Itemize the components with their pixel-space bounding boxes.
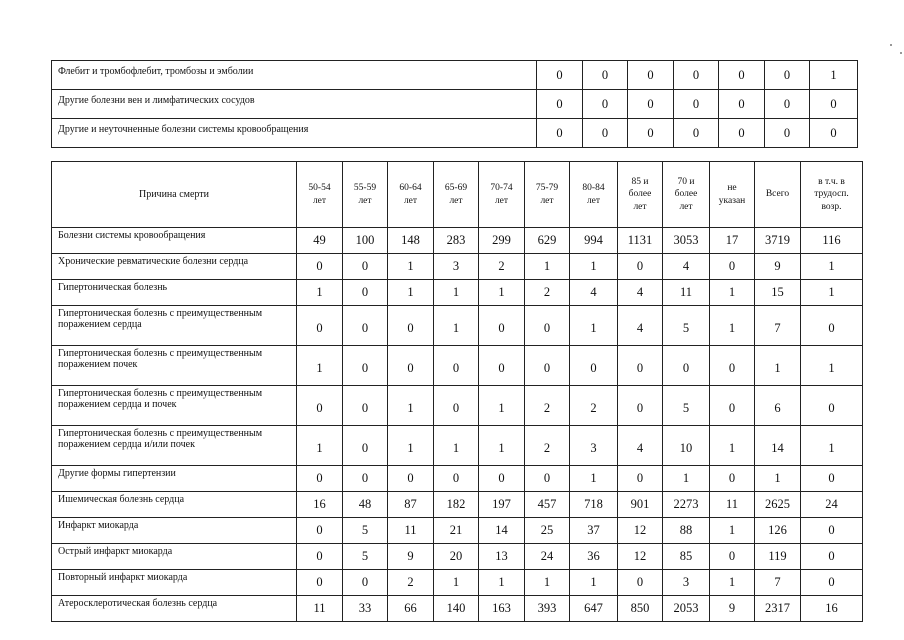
row-label: Другие формы гипертензии	[52, 466, 297, 492]
value-cell: 0	[628, 119, 674, 148]
column-header	[479, 162, 525, 228]
value-cell: 11	[710, 492, 755, 518]
value-cell: 457	[525, 492, 570, 518]
value-cell: 0	[434, 466, 479, 492]
value-cell: 1	[479, 570, 525, 596]
value-cell: 119	[755, 544, 801, 570]
value-cell: 0	[297, 386, 343, 426]
value-cell: 1	[479, 426, 525, 466]
column-header-line: 75-79	[535, 183, 559, 193]
table-row	[52, 570, 863, 596]
column-header	[525, 162, 570, 228]
value-cell: 0	[297, 518, 343, 544]
value-cell: 3	[663, 570, 710, 596]
value-cell: 14	[479, 518, 525, 544]
value-cell: 1	[479, 386, 525, 426]
value-cell: 1	[434, 280, 479, 306]
value-cell: 5	[663, 306, 710, 346]
value-cell: 66	[388, 596, 434, 622]
value-cell: 0	[618, 570, 663, 596]
value-cell: 5	[663, 386, 710, 426]
value-cell: 0	[674, 90, 719, 119]
value-cell: 1	[710, 518, 755, 544]
value-cell: 148	[388, 228, 434, 254]
table-row	[52, 306, 863, 346]
column-header-line: более	[628, 189, 652, 200]
value-cell: 0	[343, 280, 388, 306]
value-cell: 0	[810, 90, 858, 119]
value-cell: 5	[343, 544, 388, 570]
mortality-table	[51, 161, 863, 622]
row-label: Острый инфаркт миокарда	[52, 544, 297, 570]
value-cell: 11	[663, 280, 710, 306]
value-cell: 1	[663, 466, 710, 492]
value-cell: 901	[618, 492, 663, 518]
value-cell: 0	[710, 346, 755, 386]
value-cell: 0	[343, 346, 388, 386]
value-cell: 2	[479, 254, 525, 280]
value-cell: 1	[570, 466, 618, 492]
value-cell: 20	[434, 544, 479, 570]
table-row	[52, 518, 863, 544]
table-row	[52, 466, 863, 492]
table-row	[52, 90, 858, 119]
value-cell: 16	[297, 492, 343, 518]
value-cell: 140	[434, 596, 479, 622]
column-header-line: 80-84	[582, 183, 605, 193]
value-cell: 0	[583, 90, 628, 119]
value-cell: 4	[618, 306, 663, 346]
value-cell: 48	[343, 492, 388, 518]
value-cell: 1	[710, 570, 755, 596]
value-cell: 0	[628, 61, 674, 90]
value-cell: 33	[343, 596, 388, 622]
value-cell: 0	[663, 346, 710, 386]
value-cell: 12	[618, 544, 663, 570]
value-cell: 12	[618, 518, 663, 544]
value-cell: 299	[479, 228, 525, 254]
value-cell: 5	[343, 518, 388, 544]
row-label: Гипертоническая болезнь с преимущественным поражением сердца и почек	[52, 386, 297, 426]
column-header-line: 65-69	[444, 183, 468, 193]
row-label: Повторный инфаркт миокарда	[52, 570, 297, 596]
value-cell: 1	[434, 306, 479, 346]
column-header	[434, 162, 479, 228]
value-cell: 0	[810, 119, 858, 148]
column-header-line: 50-54	[308, 183, 331, 193]
value-cell: 2	[570, 386, 618, 426]
value-cell: 0	[618, 346, 663, 386]
value-cell: 0	[674, 61, 719, 90]
table-row	[52, 228, 863, 254]
value-cell: 994	[570, 228, 618, 254]
column-header-line: возр.	[821, 201, 842, 212]
value-cell: 88	[663, 518, 710, 544]
value-cell: 1	[434, 570, 479, 596]
value-cell: 283	[434, 228, 479, 254]
value-cell: 1	[710, 306, 755, 346]
value-cell: 49	[297, 228, 343, 254]
value-cell: 0	[765, 90, 810, 119]
table-row	[52, 119, 858, 148]
value-cell: 9	[710, 596, 755, 622]
value-cell: 2	[388, 570, 434, 596]
value-cell: 0	[297, 466, 343, 492]
column-header-line: Всего	[765, 189, 790, 200]
value-cell: 0	[479, 306, 525, 346]
value-cell: 2	[525, 280, 570, 306]
value-cell: 1	[710, 426, 755, 466]
column-header-line: лет	[403, 195, 418, 206]
value-cell: 182	[434, 492, 479, 518]
value-cell: 0	[801, 570, 863, 596]
column-header-line: 60-64	[399, 183, 422, 193]
column-header-line: лет	[679, 201, 693, 212]
value-cell: 1	[755, 466, 801, 492]
value-cell: 4	[570, 280, 618, 306]
value-cell: 629	[525, 228, 570, 254]
value-cell: 0	[525, 466, 570, 492]
value-cell: 0	[618, 386, 663, 426]
value-cell: 7	[755, 570, 801, 596]
value-cell: 4	[618, 426, 663, 466]
column-header-line: в т.ч. в	[818, 176, 845, 187]
column-header	[755, 162, 801, 228]
column-header-line: 85 и	[631, 176, 649, 187]
row-label: Инфаркт миокарда	[52, 518, 297, 544]
value-cell: 1	[479, 280, 525, 306]
value-cell: 0	[618, 466, 663, 492]
value-cell: 1	[388, 386, 434, 426]
column-header	[710, 162, 755, 228]
row-label: Другие и неуточненные болезни системы кровообращения	[52, 119, 537, 148]
value-cell: 0	[343, 466, 388, 492]
value-cell: 0	[628, 90, 674, 119]
value-cell: 2625	[755, 492, 801, 518]
value-cell: 0	[765, 61, 810, 90]
column-header-line: лет	[633, 201, 647, 212]
value-cell: 24	[525, 544, 570, 570]
row-label: Флебит и тромбофлебит, тромбозы и эмболии	[52, 61, 537, 90]
value-cell: 0	[710, 254, 755, 280]
value-cell: 2053	[663, 596, 710, 622]
value-cell: 0	[297, 544, 343, 570]
value-cell: 0	[719, 119, 765, 148]
value-cell: 393	[525, 596, 570, 622]
value-cell: 3053	[663, 228, 710, 254]
value-cell: 1	[570, 570, 618, 596]
value-cell: 126	[755, 518, 801, 544]
value-cell: 14	[755, 426, 801, 466]
value-cell: 0	[583, 119, 628, 148]
value-cell: 13	[479, 544, 525, 570]
value-cell: 85	[663, 544, 710, 570]
table-row	[52, 426, 863, 466]
column-header-line: лет	[540, 195, 554, 206]
column-header	[618, 162, 663, 228]
table-row	[52, 61, 858, 90]
value-cell: 3	[570, 426, 618, 466]
header-cause: Причина смерти	[52, 162, 297, 228]
value-cell: 0	[801, 386, 863, 426]
value-cell: 4	[663, 254, 710, 280]
value-cell: 0	[710, 386, 755, 426]
value-cell: 1	[297, 426, 343, 466]
value-cell: 100	[343, 228, 388, 254]
value-cell: 1	[570, 254, 618, 280]
value-cell: 197	[479, 492, 525, 518]
value-cell: 16	[801, 596, 863, 622]
value-cell: 0	[537, 119, 583, 148]
value-cell: 0	[801, 306, 863, 346]
value-cell: 0	[297, 306, 343, 346]
scan-speck	[900, 52, 902, 54]
value-cell: 0	[710, 544, 755, 570]
value-cell: 10	[663, 426, 710, 466]
value-cell: 163	[479, 596, 525, 622]
value-cell: 647	[570, 596, 618, 622]
value-cell: 1	[525, 570, 570, 596]
column-header	[570, 162, 618, 228]
column-header-line: лет	[358, 195, 372, 206]
value-cell: 0	[297, 254, 343, 280]
value-cell: 1	[810, 61, 858, 90]
value-cell: 37	[570, 518, 618, 544]
value-cell: 0	[525, 306, 570, 346]
table-row	[52, 386, 863, 426]
value-cell: 0	[765, 119, 810, 148]
value-cell: 11	[388, 518, 434, 544]
column-header-line: лет	[494, 195, 509, 206]
table-row	[52, 544, 863, 570]
value-cell: 116	[801, 228, 863, 254]
table-row	[52, 492, 863, 518]
value-cell: 0	[525, 346, 570, 386]
continuation-table	[51, 60, 858, 148]
column-header-line: 55-59	[353, 183, 377, 193]
value-cell: 0	[388, 306, 434, 346]
value-cell: 1	[525, 254, 570, 280]
column-header-line: лет	[586, 195, 601, 206]
value-cell: 9	[388, 544, 434, 570]
value-cell: 6	[755, 386, 801, 426]
value-cell: 1	[755, 346, 801, 386]
value-cell: 1	[434, 426, 479, 466]
value-cell: 1	[801, 254, 863, 280]
column-header-line: лет	[449, 195, 463, 206]
value-cell: 3719	[755, 228, 801, 254]
table-row	[52, 596, 863, 622]
row-label: Гипертоническая болезнь с преимущественным поражением почек	[52, 346, 297, 386]
column-header	[388, 162, 434, 228]
value-cell: 0	[618, 254, 663, 280]
column-header	[663, 162, 710, 228]
column-header	[297, 162, 343, 228]
value-cell: 0	[434, 346, 479, 386]
row-label: Гипертоническая болезнь с преимущественным поражением сердца и/или почек	[52, 426, 297, 466]
value-cell: 15	[755, 280, 801, 306]
value-cell: 0	[801, 544, 863, 570]
value-cell: 0	[388, 346, 434, 386]
scan-speck	[890, 44, 892, 46]
value-cell: 4	[618, 280, 663, 306]
row-label: Хронические ревматические болезни сердца	[52, 254, 297, 280]
column-header-line: 70-74	[490, 183, 513, 193]
value-cell: 1131	[618, 228, 663, 254]
value-cell: 7	[755, 306, 801, 346]
value-cell: 0	[674, 119, 719, 148]
value-cell: 0	[343, 426, 388, 466]
row-label: Гипертоническая болезнь	[52, 280, 297, 306]
value-cell: 1	[297, 346, 343, 386]
column-header	[801, 162, 863, 228]
row-label: Гипертоническая болезнь с преимущественным поражением сердца	[52, 306, 297, 346]
value-cell: 0	[343, 254, 388, 280]
value-cell: 1	[388, 426, 434, 466]
value-cell: 0	[570, 346, 618, 386]
row-label: Болезни системы кровообращения	[52, 228, 297, 254]
value-cell: 11	[297, 596, 343, 622]
value-cell: 0	[343, 386, 388, 426]
value-cell: 25	[525, 518, 570, 544]
column-header	[343, 162, 388, 228]
column-header-line: трудосп.	[814, 189, 849, 200]
value-cell: 0	[583, 61, 628, 90]
value-cell: 0	[719, 61, 765, 90]
value-cell: 0	[801, 466, 863, 492]
value-cell: 87	[388, 492, 434, 518]
value-cell: 0	[343, 570, 388, 596]
value-cell: 1	[710, 280, 755, 306]
value-cell: 36	[570, 544, 618, 570]
header-row	[52, 162, 863, 228]
value-cell: 0	[719, 90, 765, 119]
table-row	[52, 254, 863, 280]
value-cell: 21	[434, 518, 479, 544]
value-cell: 1	[297, 280, 343, 306]
value-cell: 1	[801, 426, 863, 466]
table-row	[52, 346, 863, 386]
value-cell: 0	[537, 61, 583, 90]
value-cell: 1	[388, 280, 434, 306]
column-header-line: 70 и	[677, 176, 695, 187]
value-cell: 0	[537, 90, 583, 119]
value-cell: 1	[801, 346, 863, 386]
value-cell: 9	[755, 254, 801, 280]
value-cell: 718	[570, 492, 618, 518]
value-cell: 850	[618, 596, 663, 622]
value-cell: 2	[525, 426, 570, 466]
value-cell: 0	[479, 466, 525, 492]
value-cell: 0	[710, 466, 755, 492]
row-label: Другие болезни вен и лимфатических сосудов	[52, 90, 537, 119]
column-header-line: указан	[718, 195, 746, 206]
value-cell: 0	[388, 466, 434, 492]
value-cell: 0	[297, 570, 343, 596]
value-cell: 1	[388, 254, 434, 280]
value-cell: 24	[801, 492, 863, 518]
value-cell: 0	[343, 306, 388, 346]
column-header-line: более	[674, 189, 698, 200]
row-label: Атеросклеротическая болезнь сердца	[52, 596, 297, 622]
column-header-line: лет	[312, 195, 327, 206]
value-cell: 17	[710, 228, 755, 254]
value-cell: 2	[525, 386, 570, 426]
value-cell: 0	[479, 346, 525, 386]
value-cell: 2317	[755, 596, 801, 622]
row-label: Ишемическая болезнь сердца	[52, 492, 297, 518]
value-cell: 1	[570, 306, 618, 346]
value-cell: 0	[434, 386, 479, 426]
table-row	[52, 280, 863, 306]
value-cell: 0	[801, 518, 863, 544]
value-cell: 1	[801, 280, 863, 306]
column-header-line: не	[727, 183, 737, 193]
value-cell: 3	[434, 254, 479, 280]
value-cell: 2273	[663, 492, 710, 518]
